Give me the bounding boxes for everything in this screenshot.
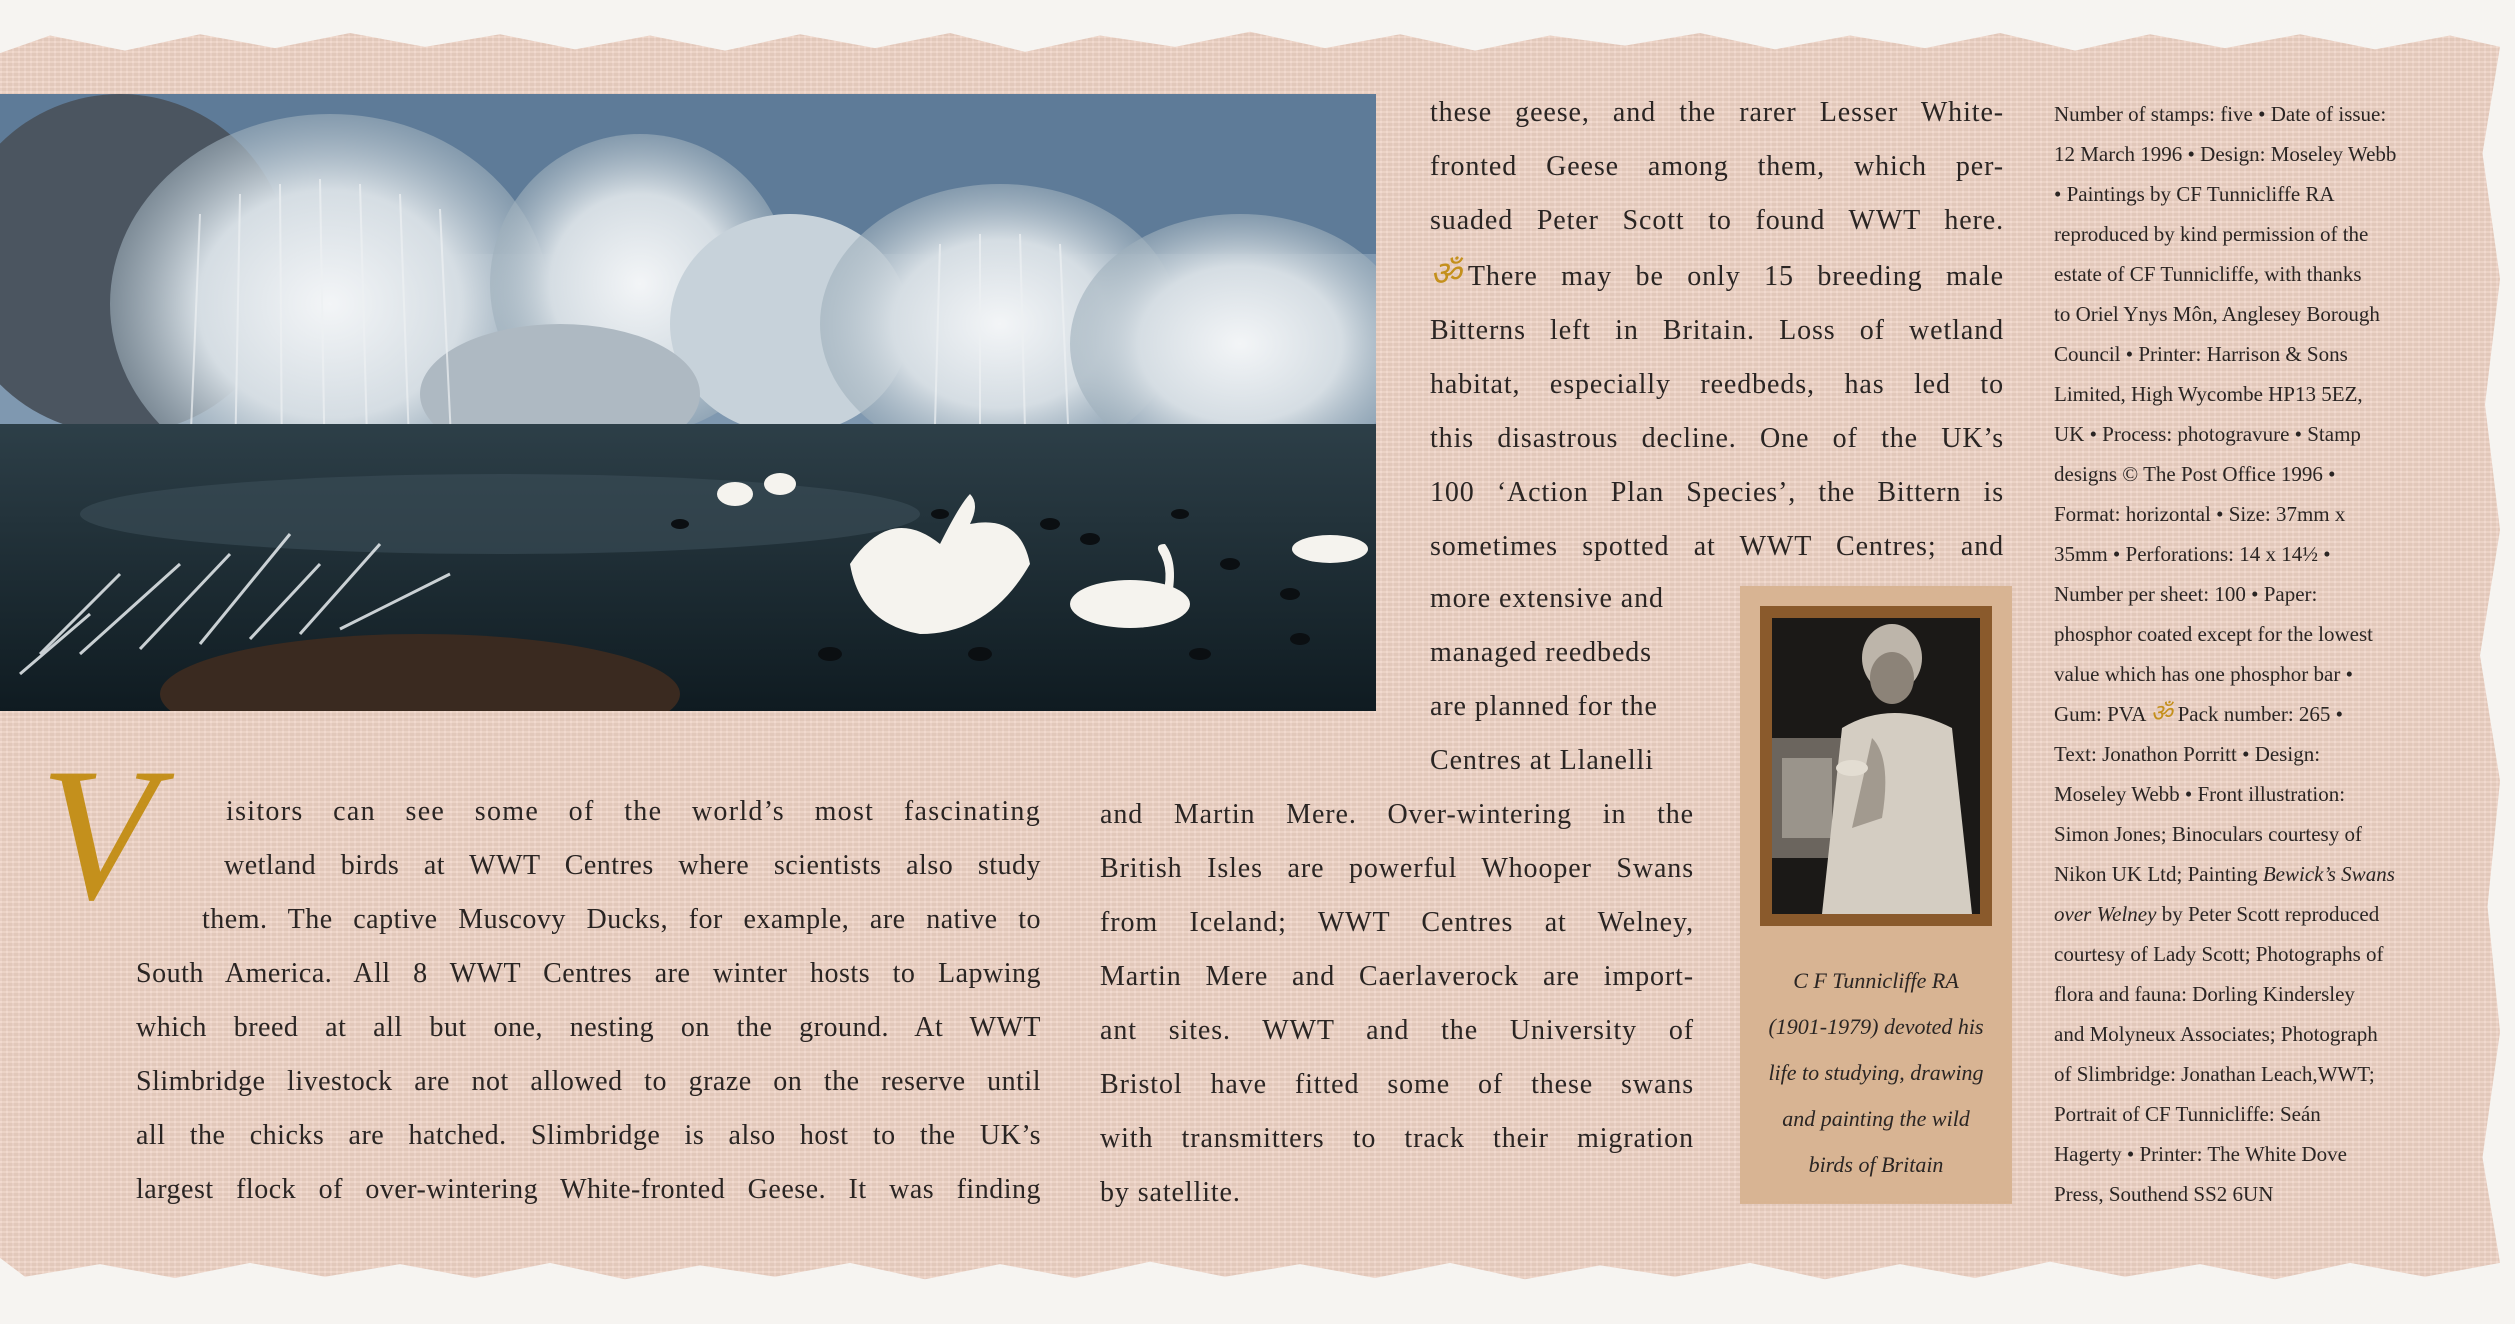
body-line: are planned for the xyxy=(1430,691,1658,722)
body-line: Bristol have fitted some of these swans xyxy=(1100,1069,1694,1100)
body-line: fronted Geese among them, which per- xyxy=(1430,151,2004,182)
body-line: Centres at Llanelli xyxy=(1430,745,1654,776)
middle-column-top xyxy=(1430,86,2004,574)
painting-title: Bewick’s Swans xyxy=(2262,862,2395,886)
details-line: value which has one phosphor bar • xyxy=(2054,662,2353,686)
caption-line: (1901-1979) devoted his xyxy=(1768,1014,1984,1039)
painting-title: over Welney xyxy=(2054,902,2157,926)
details-line: courtesy of Lady Scott; Photographs of xyxy=(2054,942,2384,966)
details-line: flora and fauna: Dorling Kindersley xyxy=(2054,982,2355,1006)
details-line: estate of CF Tunnicliffe, with thanks xyxy=(2054,262,2362,286)
details-painting-line xyxy=(2054,854,2466,894)
body-line: these geese, and the rarer Lesser White- xyxy=(1430,97,2004,128)
details-line: Limited, High Wycombe HP13 5EZ, xyxy=(2054,382,2363,406)
details-text: Nikon UK Ltd; Painting xyxy=(2054,862,2263,886)
body-line-with-ornament xyxy=(1430,248,2004,304)
body-line: suaded Peter Scott to found WWT here. xyxy=(1430,205,2004,236)
portrait-photo xyxy=(1772,618,1980,914)
body-line: Martin Mere and Caerlaverock are import- xyxy=(1100,961,1694,992)
details-line: Council • Printer: Harrison & Sons xyxy=(2054,342,2348,366)
body-line: and Martin Mere. Over-wintering in the xyxy=(1100,799,1694,830)
details-line: designs © The Post Office 1996 • xyxy=(2054,462,2336,486)
caption-line: C F Tunnicliffe RA xyxy=(1793,968,1959,993)
details-text: Gum: PVA xyxy=(2054,702,2151,726)
details-line: and Molyneux Associates; Photograph xyxy=(2054,1022,2378,1046)
body-line: with transmitters to track their migration xyxy=(1100,1123,1694,1154)
details-line: Text: Jonathon Porritt • Design: xyxy=(2054,742,2321,766)
details-line: 12 March 1996 • Design: Moseley Webb xyxy=(2054,142,2397,166)
caption-line: life to studying, drawing xyxy=(1768,1060,1984,1085)
details-gum-line xyxy=(2054,694,2466,734)
body-line: from Iceland; WWT Centres at Welney, xyxy=(1100,907,1694,938)
details-line: Format: horizontal • Size: 37mm x xyxy=(2054,502,2346,526)
details-text: by Peter Scott reproduced xyxy=(2156,902,2380,926)
intro-line-2: wetland birds at WWT Centres where scientists also study xyxy=(224,850,1041,881)
middle-column-narrow xyxy=(1430,572,1694,788)
caption-line: and painting the wild xyxy=(1782,1106,1970,1131)
body-line: British Isles are powerful Whooper Swans xyxy=(1100,853,1694,884)
body-line: this disastrous decline. One of the UK’s xyxy=(1430,423,2004,454)
details-line: phosphor coated except for the lowest xyxy=(2054,622,2373,646)
intro-rest-line: which breed at all but one, nesting on the ground. At WWT xyxy=(136,1012,1041,1043)
details-line: Portrait of CF Tunnicliffe: Seán xyxy=(2054,1102,2321,1126)
details-line: Simon Jones; Binoculars courtesy of xyxy=(2054,822,2362,846)
body-line: Bitterns left in Britain. Loss of wetland xyxy=(1430,315,2004,346)
intro-line-3: them. The captive Muscovy Ducks, for example, are native to xyxy=(202,904,1041,935)
details-line: Press, Southend SS2 6UN xyxy=(2054,1182,2274,1206)
caption-line: birds of Britain xyxy=(1808,1152,1944,1177)
details-line: Moseley Webb • Front illustration: xyxy=(2054,782,2346,806)
details-line: Number of stamps: five • Date of issue: xyxy=(2054,102,2387,126)
details-painting-line-2 xyxy=(2054,894,2466,934)
details-line: UK • Process: photogravure • Stamp xyxy=(2054,422,2361,446)
body-line: managed reedbeds xyxy=(1430,637,1652,668)
drop-cap-letter: V xyxy=(40,730,157,940)
details-line: reproduced by kind permission of the xyxy=(2054,222,2369,246)
portrait-caption xyxy=(1750,958,2002,1188)
body-line: more extensive and xyxy=(1430,583,1664,614)
stamp-issue-details xyxy=(2054,94,2466,1214)
portrait-card xyxy=(1740,586,2012,1204)
body-line: sometimes spotted at WWT Centres; and xyxy=(1430,531,2004,562)
details-line: • Paintings by CF Tunnicliffe RA xyxy=(2054,182,2335,206)
intro-line-1: isitors can see some of the world’s most fascinating xyxy=(226,796,1041,827)
body-line: 100 ‘Action Plan Species’, the Bittern is xyxy=(1430,477,2004,508)
details-line: Number per sheet: 100 • Paper: xyxy=(2054,582,2318,606)
fleuron-ornament-icon: ॐ xyxy=(2150,701,2173,727)
intro-rest-line: Slimbridge livestock are not allowed to graze on the reserve until xyxy=(136,1066,1041,1097)
middle-column-bottom xyxy=(1100,788,1694,1220)
body-line: There may be only 15 breeding male xyxy=(1467,261,2004,292)
details-line: of Slimbridge: Jonathan Leach,WWT; xyxy=(2054,1062,2375,1086)
details-line: to Oriel Ynys Môn, Anglesey Borough xyxy=(2054,302,2380,326)
fleuron-ornament-icon: ॐ xyxy=(1430,256,1462,293)
details-text: Pack number: 265 • xyxy=(2172,702,2344,726)
body-line: by satellite. xyxy=(1100,1177,1241,1208)
intro-rest-line: largest flock of over-wintering White-fronted Geese. It was finding xyxy=(136,1174,1041,1205)
details-line: Hagerty • Printer: The White Dove xyxy=(2054,1142,2347,1166)
portrait-frame xyxy=(1760,606,1992,926)
winter-lake-photo xyxy=(0,94,1376,711)
intro-rest-line: South America. All 8 WWT Centres are winter hosts to Lapwing xyxy=(136,958,1041,989)
body-line: ant sites. WWT and the University of xyxy=(1100,1015,1694,1046)
details-line: 35mm • Perforations: 14 x 14½ • xyxy=(2054,542,2331,566)
intro-paragraph-rest xyxy=(136,947,1041,1217)
body-line: habitat, especially reedbeds, has led to xyxy=(1430,369,2004,400)
intro-rest-line: all the chicks are hatched. Slimbridge is also host to the UK’s xyxy=(136,1120,1041,1151)
